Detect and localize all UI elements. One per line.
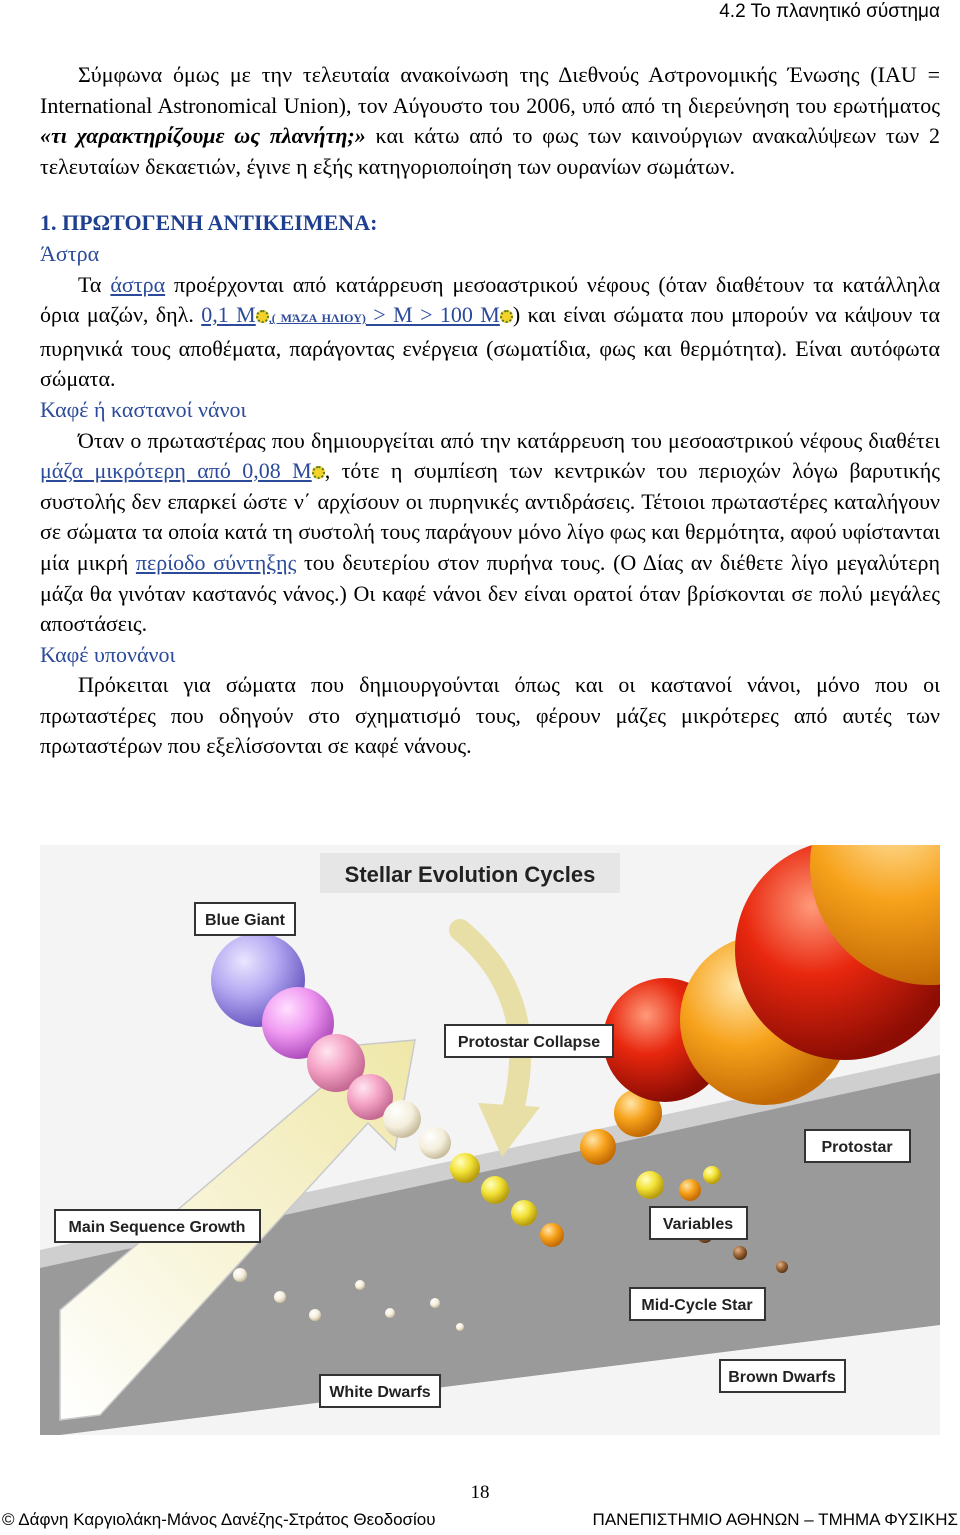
sub-brown-dwarfs-title: Καφέ υπονάνοι [40, 641, 176, 667]
label-variables-text: Variables [662, 1216, 734, 1233]
label-mid-cycle-text: Mid-Cycle Star [641, 1297, 753, 1314]
intro-text-a: Σύμφωνα όμως με την τελευταία ανακοίνωση της Διεθνούς Αστρονομικής Ένωσης (IAU = International Astronomical Union), τον Αύγουστο του 2006, υπό από τη διερεύνηση του ερωτήματος [40, 62, 940, 118]
label-brown-dwarfs [720, 1360, 845, 1392]
stars-paragraph [40, 270, 940, 395]
footer-institution: ΠΑΝΕΠΙΣΤΗΜΙΟ ΑΘΗΝΩΝ – ΤΜΗΜΑ ΦΥΣΙΚΗΣ [592, 1510, 958, 1529]
fusion-period-link[interactable]: περίοδο σύντηξης [135, 549, 297, 575]
label-white-dwarfs-text: White Dwarfs [329, 1384, 431, 1401]
brown-dwarfs-text-a: Όταν ο πρωταστέρας που δημιουργείται από την κατάρρευση του μεσοαστρικού νέφους διαθέτει [78, 427, 940, 453]
stellar-evolution-figure [40, 845, 940, 1435]
label-protostar-collapse-text: Protostar Collapse [457, 1034, 601, 1051]
label-mid-cycle [630, 1288, 765, 1320]
label-protostar-text: Protostar [821, 1139, 893, 1156]
label-protostar-collapse [445, 1025, 613, 1057]
label-main-sequence-text: Main Sequence Growth [68, 1219, 246, 1236]
stars-link[interactable]: άστρα [110, 271, 166, 297]
label-blue-giant [195, 903, 295, 935]
section-title: 4.2 Το πλανητικό σύστημα [719, 1, 940, 22]
label-protostar [805, 1130, 910, 1162]
mass-range-high[interactable]: > Μ > 100 Μ [365, 302, 500, 328]
sub-brown-dwarfs-paragraph: Πρόκειται για σώματα που δημιουργούνται όπως και οι καστανοί νάνοι, μόνο που οι πρωταστέρες που οδηγούν στο σχηματισμό τους, φέρουν μάζες μικρότερες από αυτές των πρωταστέρων που εξελίσσονται σε καφέ νάνους. [40, 672, 940, 759]
intro-text-b: και κάτω από το φως των καινούργιων ανακαλύψεων των 2 τελευταίων δεκαετιών, έγινε η εξής κατηγοριοποίηση των ουρανίων σωμάτων. [40, 123, 940, 179]
figure-title: Stellar Evolution Cycles [344, 862, 596, 887]
label-variables [650, 1207, 747, 1239]
brown-dwarfs-title: Καφέ ή καστανοί νάνοι [40, 396, 247, 422]
page-number: 18 [470, 1482, 490, 1503]
sun-symbol-icon [256, 310, 269, 323]
page-footer [0, 1508, 960, 1532]
sun-symbol-icon [500, 310, 513, 323]
mass-range-low[interactable]: 0,1 Μ [201, 302, 256, 328]
body-text [40, 60, 940, 762]
label-white-dwarfs [320, 1375, 440, 1407]
label-main-sequence [55, 1210, 260, 1242]
intro-paragraph [40, 60, 940, 182]
brown-dwarfs-text-b: , τότε η συμπίεση των κεντρικών του περιοχών λόγω βαρυτικής συστολής δεν επαρκεί ώστε ν΄ αρχίσουν οι πυρηνικές αντιδράσεις. Τέτοιοι πρωταστέρες καταλήγουν σε σώματα τα οποία κατά τη συστολή τους παράγουν μόνο λίγο φως και θερμότητα, αφού υφίστανται μία μικρή [40, 458, 940, 575]
mass-limit-link[interactable]: μάζα μικρότερη από 0,08 Μ [40, 458, 312, 484]
stars-text-b: ) και είναι σώματα που μπορούν να κάψουν τα πυρηνικά τους αποθέματα, παράγοντας ενέργεια (σωματίδια, φως και θερμότητα). Είναι αυτόφωτα σώματα. [40, 302, 941, 392]
sun-mass-note: ,( ΜΆΖΑ ΗΛΙΟΥ) [268, 311, 366, 326]
label-brown-dwarfs-text: Brown Dwarfs [728, 1369, 836, 1386]
label-blue-giant-text: Blue Giant [204, 912, 286, 929]
stars-text-a: προέρχονται από κατάρρευση μεσοαστρικού νέφους (όταν διαθέτουν τα κατάλληλα όρια μαζών, δηλ. [40, 271, 940, 328]
section-heading: 1. ΠΡΩΤΟΓΕΝΗ ΑΝΤΙΚΕΙΜΕΝΑ: [40, 210, 378, 236]
stars-text-pre: Τα [78, 271, 111, 297]
sun-symbol-icon [312, 466, 325, 479]
brown-dwarfs-paragraph [40, 426, 940, 640]
brown-dwarfs-text-c: του δευτερίου στον πυρήνα τους. (Ο Δίας αν διέθετε λίγο μεγαλύτερη μάζα θα γινόταν καστανός νάνος.) Οι καφέ νάνοι δεν είναι ορατοί όταν βρίσκονται σε πολύ μεγάλες αποστάσεις. [40, 549, 940, 637]
stars-title: Άστρα [40, 240, 100, 266]
intro-emphasis: «τι χαρακτηρίζουμε ως πλανήτη;» [40, 123, 366, 149]
page-header [0, 0, 940, 24]
footer-authors: © Δάφνη Καργιολάκη-Μάνος Δανέζης-Στράτος Θεοδοσίου [2, 1510, 436, 1529]
